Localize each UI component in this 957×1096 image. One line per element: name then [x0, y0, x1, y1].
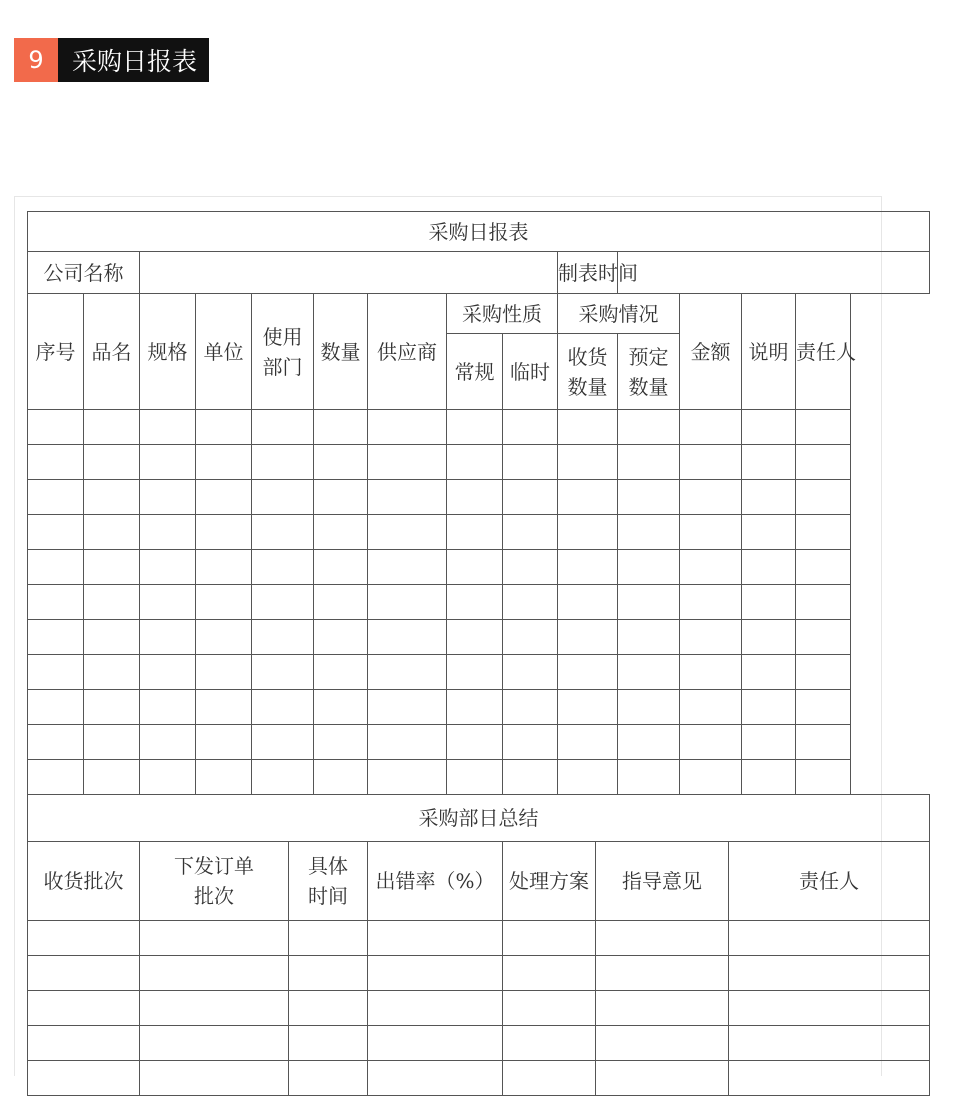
col-header-owner: 责任人 — [796, 294, 851, 410]
table-row — [28, 585, 930, 620]
summary-title: 采购部日总结 — [28, 795, 930, 842]
col-header-recv-qty: 收货 数量 — [558, 334, 618, 410]
section-header — [14, 38, 209, 82]
table-row — [28, 550, 930, 585]
summary-row — [28, 921, 930, 956]
date-label: 制表时间 — [558, 252, 618, 294]
table-row — [28, 410, 930, 445]
col-header-regular: 常规 — [447, 334, 503, 410]
summary-row — [28, 1061, 930, 1096]
col-header-amount: 金额 — [680, 294, 742, 410]
summary-header-solution: 处理方案 — [503, 842, 596, 921]
section-title: 采购日报表 — [72, 47, 198, 76]
table-row — [28, 725, 930, 760]
col-header-unit: 单位 — [196, 294, 252, 410]
table-row — [28, 620, 930, 655]
col-header-nature: 采购性质 — [447, 294, 558, 334]
table-row — [28, 690, 930, 725]
summary-row — [28, 956, 930, 991]
summary-header-error-rate: 出错率（%） — [368, 842, 503, 921]
col-header-dept: 使用 部门 — [252, 294, 314, 410]
col-header-spec: 规格 — [140, 294, 196, 410]
purchase-daily-report-table — [27, 211, 930, 1096]
section-number-badge: 9 — [14, 38, 58, 82]
summary-row — [28, 1026, 930, 1061]
document-image — [14, 196, 882, 1076]
company-name-field — [140, 252, 558, 294]
table-row — [28, 445, 930, 480]
table-row — [28, 760, 930, 795]
summary-row — [28, 991, 930, 1026]
summary-header-recv-batch: 收货批次 — [28, 842, 140, 921]
summary-header-guidance: 指导意见 — [596, 842, 729, 921]
col-header-seq: 序号 — [28, 294, 84, 410]
col-header-note: 说明 — [742, 294, 796, 410]
table-title: 采购日报表 — [28, 212, 930, 252]
summary-header-owner: 责任人 — [729, 842, 930, 921]
col-header-supplier: 供应商 — [368, 294, 447, 410]
col-header-temp: 临时 — [503, 334, 558, 410]
summary-header-time: 具体 时间 — [289, 842, 368, 921]
date-field — [618, 252, 930, 294]
summary-header-order-batch: 下发订单 批次 — [140, 842, 289, 921]
table-row — [28, 515, 930, 550]
company-name-label: 公司名称 — [28, 252, 140, 294]
col-header-situation: 采购情况 — [558, 294, 680, 334]
col-header-name: 品名 — [84, 294, 140, 410]
table-row — [28, 480, 930, 515]
col-header-order-qty: 预定 数量 — [618, 334, 680, 410]
col-header-qty: 数量 — [314, 294, 368, 410]
table-row — [28, 655, 930, 690]
